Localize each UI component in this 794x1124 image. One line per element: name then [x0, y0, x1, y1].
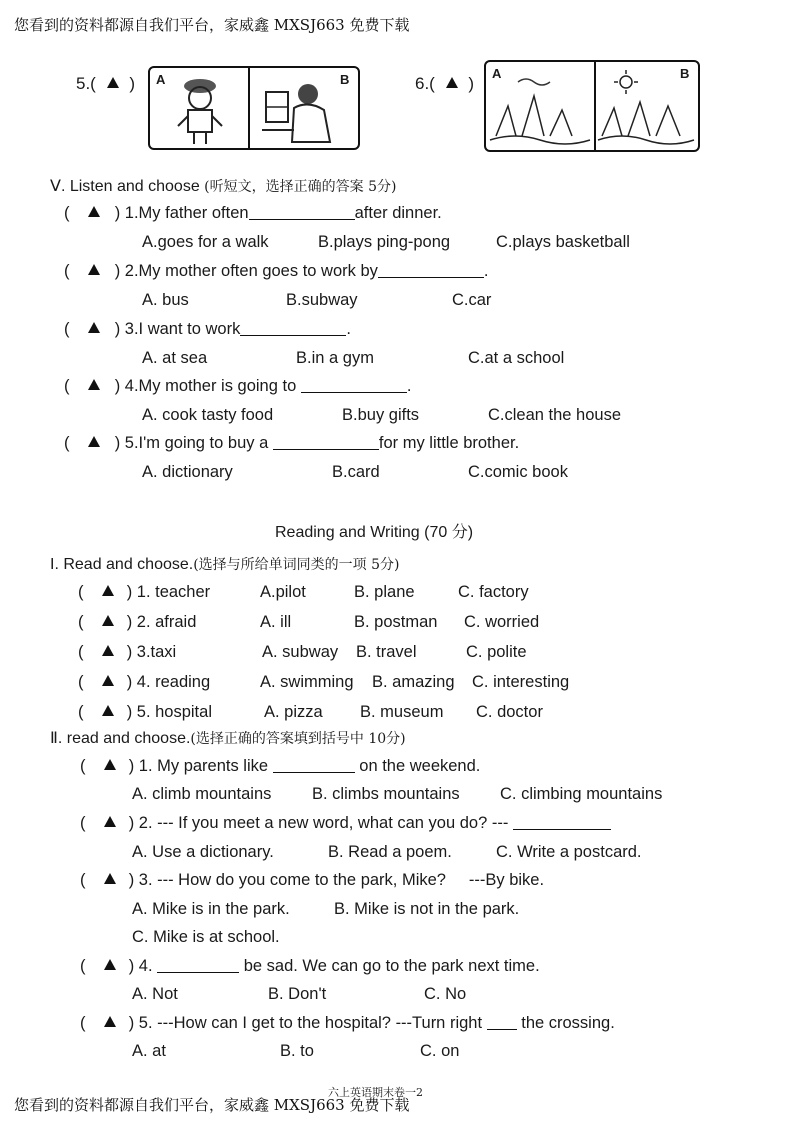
open-paren: (	[64, 377, 70, 395]
option-a: A. at sea	[142, 349, 208, 367]
triangle-icon	[104, 873, 116, 884]
picture-label-a: A	[156, 72, 166, 87]
answer-blank	[487, 1015, 517, 1030]
option-c: C.clean the house	[488, 406, 622, 424]
watermark-bottom: 您看到的资料都源自我们平台，家威鑫 MXSJ663 免费下载	[14, 1096, 410, 1114]
open-paren: (	[78, 673, 84, 691]
triangle-icon	[102, 705, 114, 716]
option-b: B. to	[280, 1042, 314, 1060]
open-paren: (	[78, 613, 84, 631]
question-word: ) 3.taxi	[126, 643, 177, 661]
question-word: ) 2. afraid	[126, 613, 197, 631]
option-c: C. worried	[464, 613, 540, 631]
scientist-illustration	[254, 70, 350, 146]
option-b: B.subway	[286, 291, 358, 309]
question-text: ) 4.	[128, 957, 153, 975]
option-a: A. climb mountains	[132, 785, 272, 803]
listen-question-4	[64, 377, 411, 396]
question-text: ) 1.My father often	[114, 204, 249, 222]
option-c: C.plays basketball	[496, 233, 630, 251]
open-paren: (	[80, 871, 86, 889]
question-text: ) 5. ---How can I get to the hospital? ---Turn right	[128, 1014, 483, 1032]
listen-question-3	[64, 320, 351, 339]
question-text: ) 3. --- How do you come to the park, Mike? ---By bike.	[128, 871, 545, 889]
question-text: on the weekend.	[359, 757, 481, 775]
open-paren: (	[80, 814, 86, 832]
picture-box-6	[484, 60, 700, 152]
sunny-scene-illustration	[596, 66, 696, 146]
section-title: Ⅱ. read and choose.	[50, 730, 191, 747]
answer-blank	[240, 321, 346, 336]
q6-number: 6.(	[415, 74, 435, 93]
section-title: Ⅴ. Listen and choose	[50, 178, 200, 195]
question-text: ) 5.I'm going to buy a	[114, 434, 269, 452]
option-a: A. ill	[260, 613, 292, 631]
section-1-heading	[50, 554, 400, 574]
question-text: ) 3.I want to work	[114, 320, 241, 338]
question-text: .	[346, 320, 351, 338]
option-b: B. museum	[360, 703, 444, 721]
open-paren: (	[78, 583, 84, 601]
section-2-heading	[50, 728, 406, 748]
section-title: I. Read and choose.	[50, 556, 194, 573]
read-question-2	[80, 814, 611, 833]
option-a: A. Mike is in the park.	[132, 900, 290, 918]
option-a: A. swimming	[260, 673, 354, 691]
triangle-icon	[102, 615, 114, 626]
option-c: C. doctor	[476, 703, 543, 721]
question-text: ) 4.My mother is going to	[114, 377, 297, 395]
section-note: (听短文，选择正确的答案 5分)	[204, 179, 397, 195]
option-a: A.goes for a walk	[142, 233, 269, 251]
answer-blank	[513, 815, 611, 830]
option-c: C. on	[420, 1042, 460, 1060]
choose-row-2	[78, 613, 196, 632]
option-a: A. pizza	[264, 703, 323, 721]
section-5-heading	[50, 176, 396, 196]
choose-row-5	[78, 703, 212, 722]
answer-blank	[273, 758, 355, 773]
option-a: A. dictionary	[142, 463, 233, 481]
open-paren: (	[64, 262, 70, 280]
q6-close: )	[468, 74, 474, 93]
answer-blank	[378, 263, 484, 278]
triangle-icon	[88, 379, 100, 390]
answer-blank	[273, 435, 379, 450]
reading-writing-title: Reading and Writing (70 分)	[275, 524, 474, 541]
picture-question-6	[415, 74, 474, 94]
q5-close: )	[129, 74, 135, 93]
open-paren: (	[80, 757, 86, 775]
answer-blank	[157, 958, 239, 973]
listen-question-2	[64, 262, 488, 281]
question-word: ) 1. teacher	[126, 583, 211, 601]
watermark-top: 您看到的资料都源自我们平台，家威鑫 MXSJ663 免费下载	[14, 16, 410, 34]
open-paren: (	[78, 643, 84, 661]
option-c: C. Write a postcard.	[496, 843, 642, 861]
windy-scene-illustration	[488, 66, 592, 146]
option-a: A. Use a dictionary.	[132, 843, 274, 861]
picture-question-5	[76, 74, 135, 94]
question-word: ) 5. hospital	[126, 703, 212, 721]
question-word: ) 4. reading	[126, 673, 211, 691]
option-c: C. Mike is at school.	[132, 928, 280, 946]
picture-label-b: B	[680, 66, 690, 81]
triangle-icon	[88, 206, 100, 217]
read-question-3	[80, 871, 544, 890]
option-b: B. Read a poem.	[328, 843, 452, 861]
option-c: C.comic book	[468, 463, 568, 481]
option-b: B.card	[332, 463, 380, 481]
section-note: (选择正确的答案填到括号中 10分)	[190, 731, 406, 747]
option-a: A. at	[132, 1042, 166, 1060]
question-text: ) 1. My parents like	[128, 757, 269, 775]
triangle-icon	[88, 322, 100, 333]
option-b: B. amazing	[372, 673, 455, 691]
answer-blank	[301, 378, 407, 393]
question-text: ) 2. --- If you meet a new word, what can you do? ---	[128, 814, 509, 832]
option-b: B. climbs mountains	[312, 785, 460, 803]
question-text: the crossing.	[521, 1014, 615, 1032]
picture-box-5	[148, 66, 360, 150]
open-paren: (	[64, 204, 70, 222]
triangle-icon	[446, 77, 458, 88]
triangle-icon	[104, 759, 116, 770]
question-text: for my little brother.	[378, 434, 520, 452]
read-question-1	[80, 757, 480, 776]
option-a: A. subway	[262, 643, 339, 661]
option-c: C. factory	[458, 583, 529, 601]
option-a: A. Not	[132, 985, 178, 1003]
option-b: B. plane	[354, 583, 415, 601]
choose-row-1	[78, 583, 210, 602]
option-a: A. cook tasty food	[142, 406, 274, 424]
option-c: C. No	[424, 985, 467, 1003]
triangle-icon	[102, 585, 114, 596]
read-question-4	[80, 957, 540, 976]
triangle-icon	[104, 816, 116, 827]
option-b: B. Mike is not in the park.	[334, 900, 520, 918]
option-c: C. interesting	[472, 673, 570, 691]
read-question-5	[80, 1014, 615, 1033]
triangle-icon	[88, 264, 100, 275]
open-paren: (	[78, 703, 84, 721]
question-text: after dinner.	[354, 204, 442, 222]
triangle-icon	[102, 675, 114, 686]
option-a: A.pilot	[260, 583, 306, 601]
option-c: C.at a school	[468, 349, 565, 367]
triangle-icon	[102, 645, 114, 656]
option-a: A. bus	[142, 291, 189, 309]
choose-row-3	[78, 643, 176, 662]
triangle-icon	[88, 436, 100, 447]
answer-blank	[249, 205, 355, 220]
open-paren: (	[80, 1014, 86, 1032]
option-b: B. travel	[356, 643, 417, 661]
picture-label-b: B	[340, 72, 350, 87]
listen-question-1	[64, 204, 442, 223]
question-text: ) 2.My mother often goes to work by	[114, 262, 378, 280]
q5-number: 5.(	[76, 74, 96, 93]
listen-question-5	[64, 434, 519, 453]
question-text: .	[483, 262, 489, 280]
triangle-icon	[104, 1016, 116, 1027]
section-note: (选择与所给单词同类的一项 5分)	[193, 557, 400, 573]
open-paren: (	[64, 434, 70, 452]
option-b: B. Don't	[268, 985, 327, 1003]
policeman-illustration	[156, 70, 246, 146]
question-text: be sad. We can go to the park next time.	[243, 957, 540, 975]
choose-row-4	[78, 673, 210, 692]
option-c: C. polite	[466, 643, 527, 661]
open-paren: (	[80, 957, 86, 975]
option-b: B. postman	[354, 613, 438, 631]
open-paren: (	[64, 320, 70, 338]
page-footer: 六上英语期末卷一2	[328, 1086, 423, 1099]
option-c: C.car	[452, 291, 492, 309]
question-text: .	[406, 377, 412, 395]
picture-label-a: A	[492, 66, 502, 81]
triangle-icon	[104, 959, 116, 970]
triangle-icon	[107, 77, 119, 88]
option-b: B.buy gifts	[342, 406, 420, 424]
option-c: C. climbing mountains	[500, 785, 663, 803]
option-b: B.plays ping-pong	[318, 233, 451, 251]
option-b: B.in a gym	[296, 349, 374, 367]
